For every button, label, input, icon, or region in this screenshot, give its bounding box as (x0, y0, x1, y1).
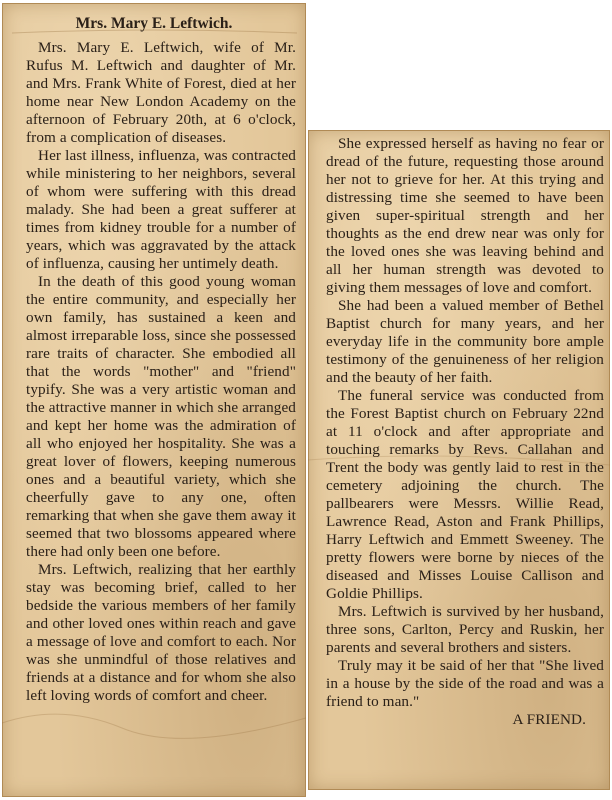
paragraph: Her last illness, influenza, was contracted while ministering to her neighbors, several of whom were suffering with this dread malady. She had been a great sufferer at times from kidney trouble for a number of years, which was aggravated by the attack of influenza, causing her untimely death. (26, 147, 296, 272)
paragraph: She expressed herself as having no fear or dread of the future, requesting those around her not to grieve for her. At this trying and distressing time she seemed to have been given super-spiritual strength and her thoughts as the end drew near was only for the loved ones she was leaving behind and all her human strength was devoted to giving them messages of love and comfort. (326, 135, 604, 296)
paragraph: Mrs. Leftwich, realizing that her earthly stay was becoming brief, called to her bedside the various members of her family and other loved ones within reach and gave a message of love and comfort to each. Nor was she unmindful of those relatives and friends at a distance and for whom she also left loving words of comfort and cheer. (26, 561, 296, 704)
obituary-title: Mrs. Mary E. Leftwich. (75, 15, 233, 32)
paragraph: The funeral service was conducted from the Forest Baptist church on February 22nd at 11 o'clock and after appropriate and touching remarks by Revs. Callahan and Trent the body was gently laid to rest in the cemetery adjoining the church. The pallbearers were Messrs. Willie Read, Lawrence Read, Aston and Frank Phillips, Harry Leftwich and Emmett Sweeney. The pretty flowers were borne by nieces of the diseased and Misses Louise Callison and Goldie Phillips. (326, 387, 604, 602)
signature: A FRIEND. (512, 711, 586, 728)
paragraph: Truly may it be said of her that "She lived in a house by the side of the road and was a friend to man." (326, 657, 604, 710)
paragraph: In the death of this good young woman the entire community, and especially her own family, has sustained a keen and almost irreparable loss, since she possessed rare traits of character. She embodied all that the words "mother" and "friend" typify. She was a very artistic woman and the attractive manner in which she arranged and kept her home was the admiration of all who enjoyed her hospitality. She was a great lover of flowers, keeping numerous ones and a beautiful variety, which she cheerfully gave to any one, often remarking that when she gave them away it seemed that two blossoms appeared where there had only been one before. (26, 273, 296, 560)
left-column-text (26, 39, 296, 705)
clipping-right-column (308, 130, 610, 790)
paragraph: She had been a valued member of Bethel Baptist church for many years, and her everyday life in the community bore ample testimony of the genuineness of her religion and the beauty of her faith. (326, 297, 604, 386)
paragraph: Mrs. Mary E. Leftwich, wife of Mr. Rufus M. Leftwich and daughter of Mr. and Mrs. Frank White of Forest, died at her home near New London Academy on the afternoon of February 20th, at 6 o'clock, from a complication of diseases. (26, 39, 296, 146)
paragraph: Mrs. Leftwich is survived by her husband, three sons, Carlton, Percy and Ruskin, her parents and several brothers and sisters. (326, 603, 604, 656)
right-column-text (326, 135, 604, 729)
clipping-left-column (2, 3, 306, 797)
